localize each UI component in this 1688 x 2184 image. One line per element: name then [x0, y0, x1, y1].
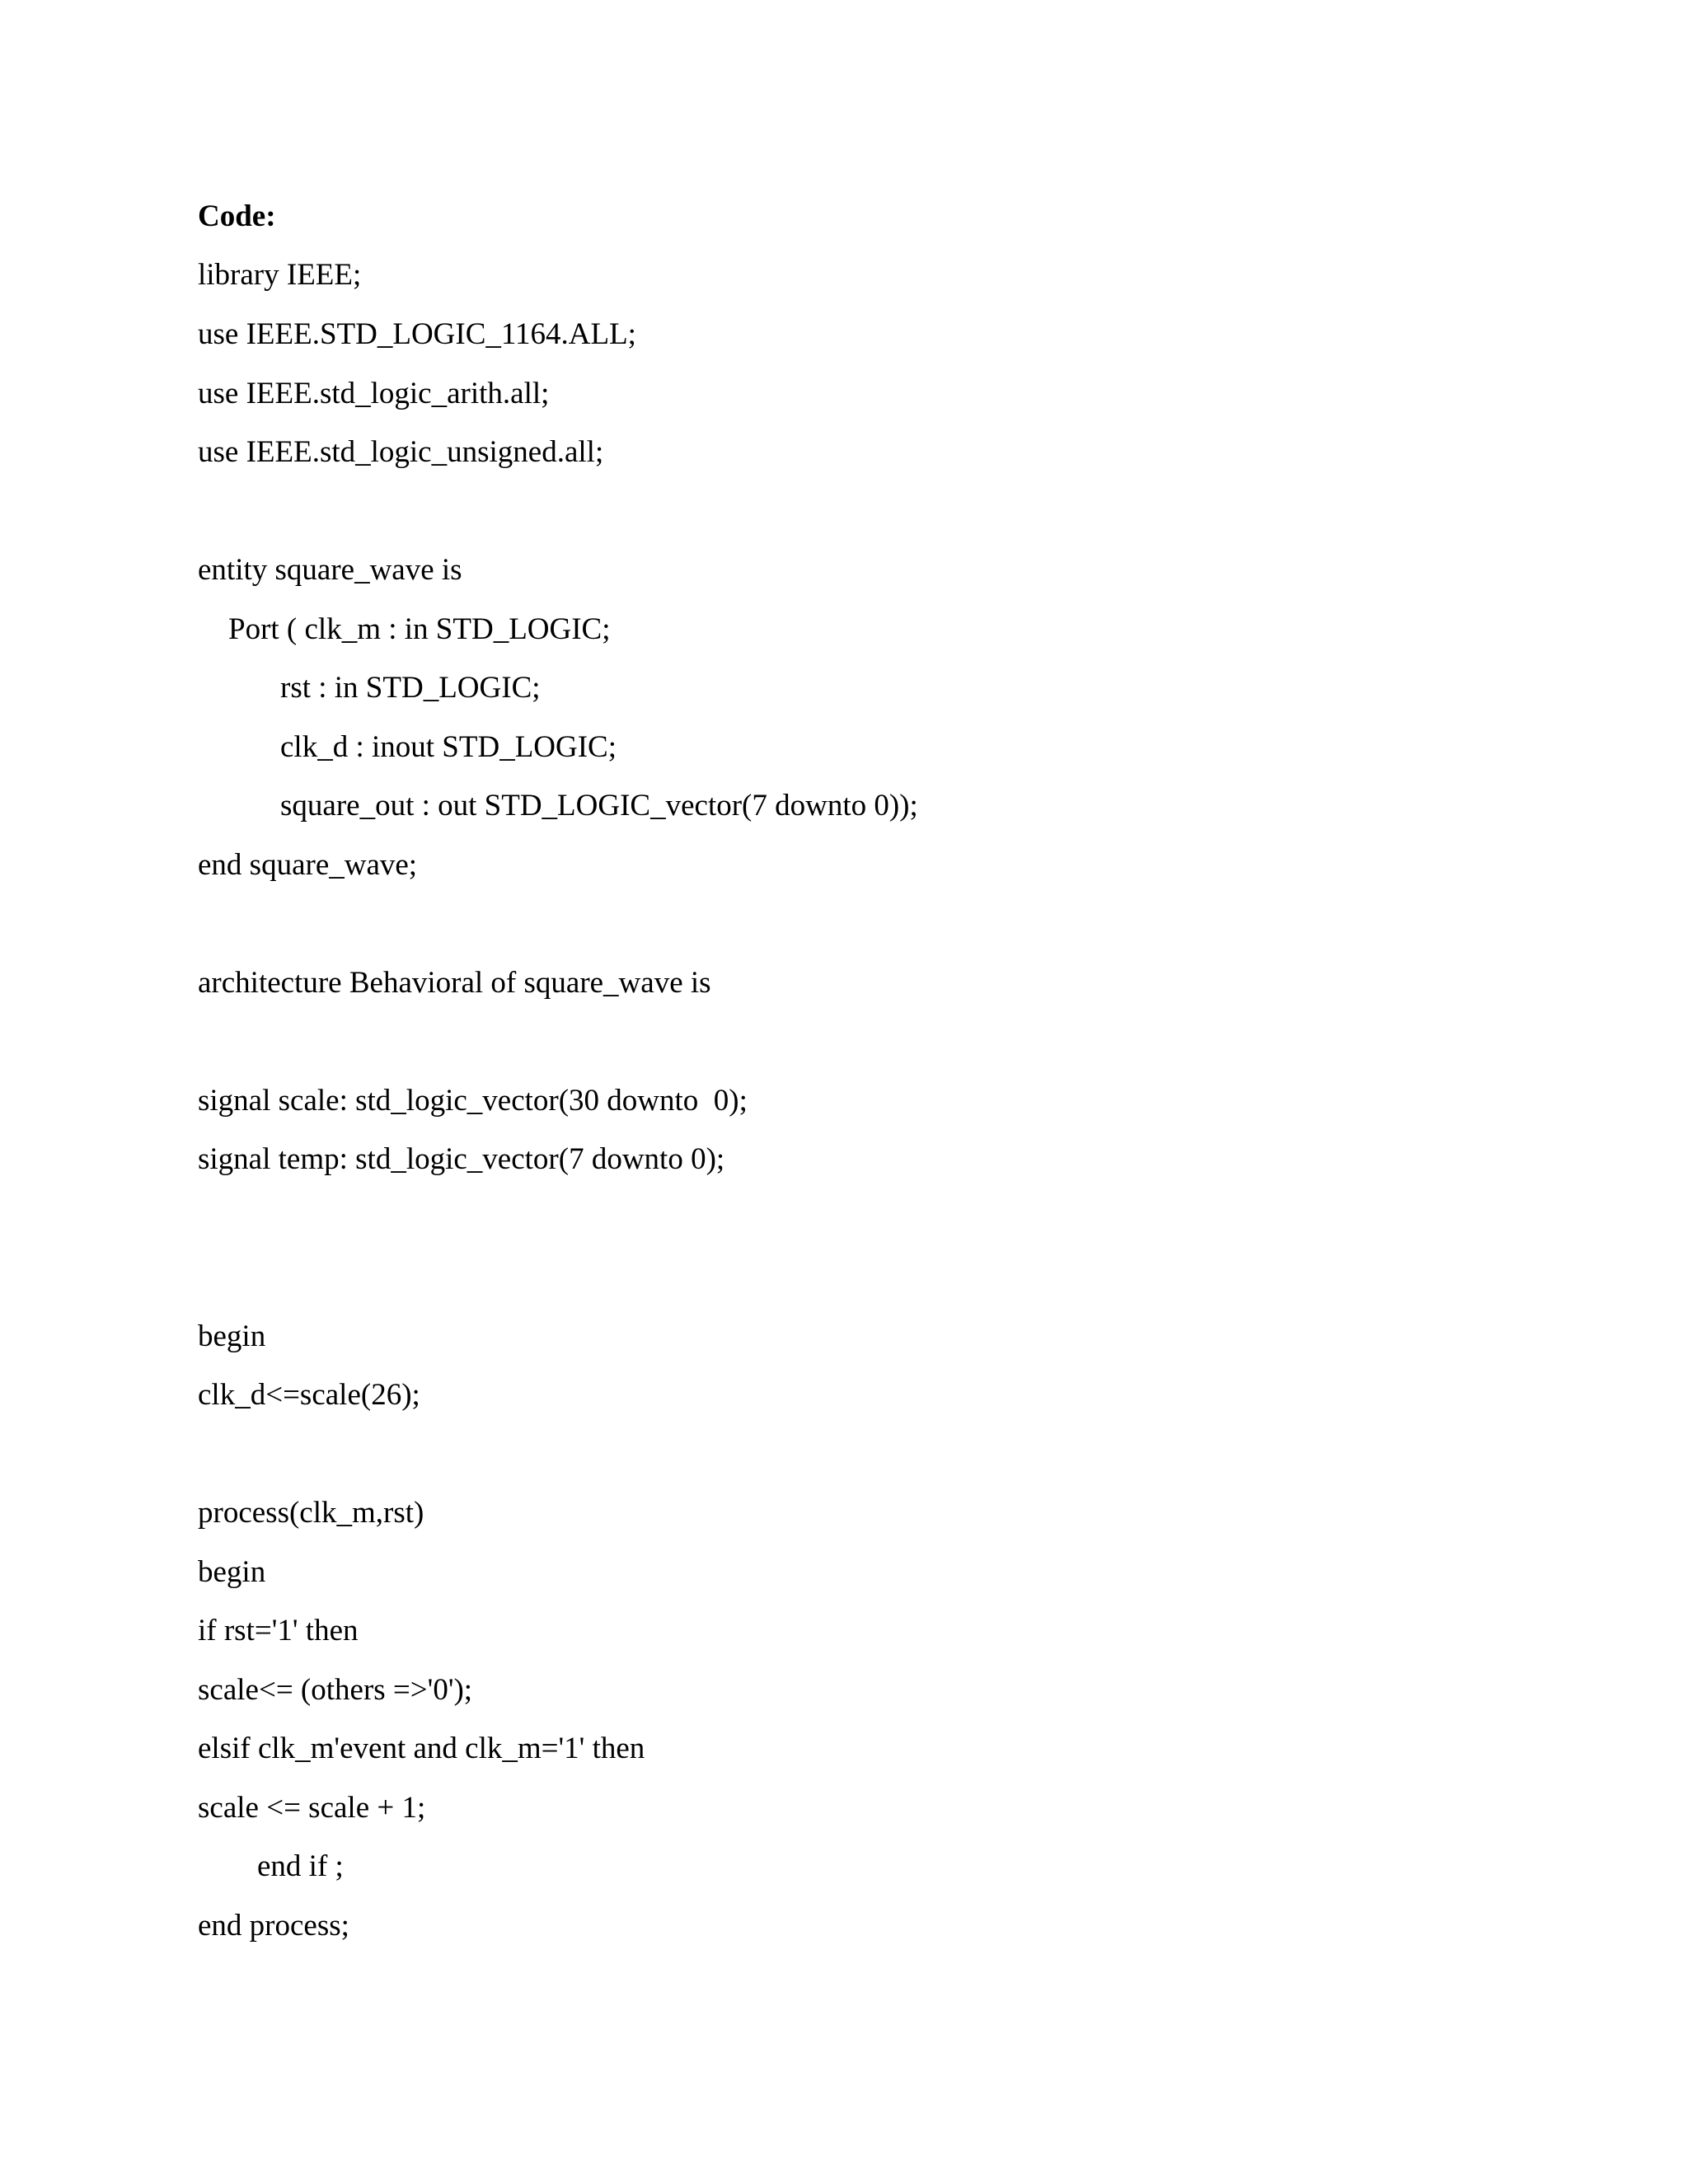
code-line-signal-temp: signal temp: std_logic_vector(7 downto 0);: [198, 1142, 725, 1176]
code-line-end-entity: end square_wave;: [198, 848, 418, 882]
code-line-use-1164: use IEEE.STD_LOGIC_1164.ALL;: [198, 317, 636, 351]
code-line-clk-assign: clk_d<=scale(26);: [198, 1378, 420, 1412]
code-line-scale-increment: scale <= scale + 1;: [198, 1791, 426, 1825]
code-line-if-rst: if rst='1' then: [198, 1614, 359, 1647]
code-line-end-process: end process;: [198, 1909, 349, 1943]
code-line-process: process(clk_m,rst): [198, 1496, 424, 1530]
code-line-use-unsigned: use IEEE.std_logic_unsigned.all;: [198, 435, 604, 469]
code-line-signal-scale: signal scale: std_logic_vector(30 downto 0);: [198, 1084, 748, 1118]
code-line-clk-d: clk_d : inout STD_LOGIC;: [280, 730, 617, 764]
code-line-entity: entity square_wave is: [198, 553, 462, 587]
code-line-use-arith: use IEEE.std_logic_arith.all;: [198, 377, 550, 410]
code-heading: Code:: [198, 199, 276, 233]
code-line-architecture: architecture Behavioral of square_wave is: [198, 966, 711, 1000]
code-line-process-begin: begin: [198, 1555, 266, 1589]
code-line-scale-reset: scale<= (others =>'0');: [198, 1673, 473, 1707]
code-line-square-out: square_out : out STD_LOGIC_vector(7 downto 0));: [280, 789, 918, 823]
code-line-port: Port ( clk_m : in STD_LOGIC;: [228, 612, 611, 646]
code-line-begin: begin: [198, 1319, 266, 1353]
code-line-elsif: elsif clk_m'event and clk_m='1' then: [198, 1732, 645, 1765]
code-line-end-if: end if ;: [257, 1849, 344, 1883]
code-line-library: library IEEE;: [198, 258, 362, 292]
code-line-rst: rst : in STD_LOGIC;: [280, 671, 541, 705]
